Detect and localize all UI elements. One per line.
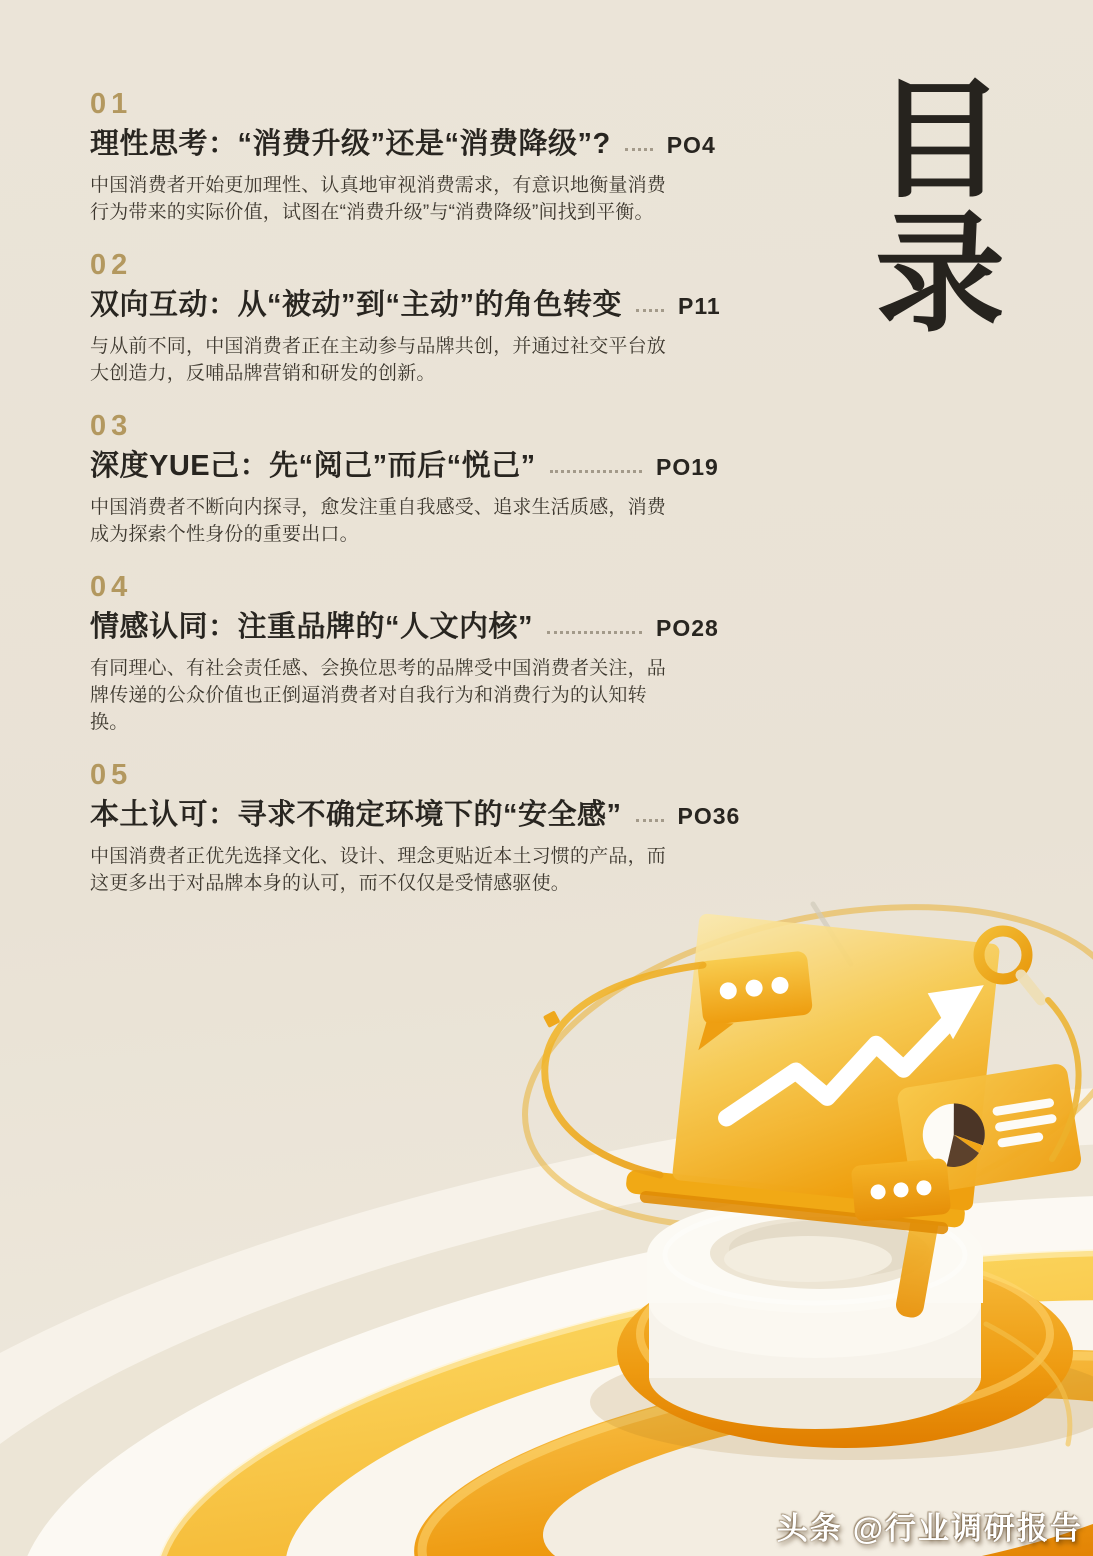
section-number: 01 bbox=[90, 88, 133, 120]
dotted-leader bbox=[547, 631, 642, 634]
toc-section bbox=[90, 88, 722, 227]
section-heading-row[interactable] bbox=[90, 448, 722, 486]
section-number: 04 bbox=[90, 570, 133, 603]
section-description: 中国消费者不断向内探寻，愈发注重自我感受、追求生活质感，消费成为探索个性身份的重要出口。 bbox=[90, 496, 667, 545]
illustration-3d bbox=[0, 872, 1093, 1556]
page-title-char: 目 bbox=[874, 67, 1005, 213]
section-title[interactable]: 本土认可：寻求不确定环境下的“安全感” bbox=[90, 799, 622, 832]
page-title-char: 录 bbox=[874, 200, 1005, 347]
dotted-leader bbox=[625, 148, 653, 151]
section-title[interactable]: 深度YUE己：先“阅己”而后“悦己” bbox=[90, 450, 536, 483]
section-description: 有同理心、有社会责任感、会换位思考的品牌受中国消费者关注，品牌传递的公众价值也正倒逼消费者对自我行为和消费行为的认知转换。 bbox=[90, 657, 667, 733]
toc-section bbox=[90, 249, 722, 388]
section-description: 中国消费者开始更加理性、认真地审视消费需求，有意识地衡量消费行为带来的实际价值，试图在“消费升级”与“消费降级”间找到平衡。 bbox=[90, 175, 667, 223]
toc-section bbox=[90, 571, 722, 737]
toc-section bbox=[90, 410, 722, 549]
dotted-leader bbox=[636, 309, 664, 312]
section-heading-row[interactable] bbox=[90, 287, 722, 325]
page-title bbox=[865, 67, 1015, 347]
section-number: 03 bbox=[90, 409, 133, 442]
watermark-handle: @行业调研报告 bbox=[852, 1511, 1083, 1546]
section-page-number[interactable]: PO4 bbox=[666, 131, 716, 158]
section-title[interactable]: 双向互动：从“被动”到“主动”的角色转变 bbox=[90, 289, 623, 322]
section-page-number[interactable]: PO19 bbox=[656, 453, 719, 480]
section-number: 05 bbox=[90, 758, 133, 791]
toc-list bbox=[90, 88, 741, 898]
section-heading-row[interactable] bbox=[90, 126, 722, 164]
section-page-number[interactable]: PO28 bbox=[656, 614, 719, 641]
section-page-number[interactable]: P11 bbox=[678, 292, 721, 319]
chat-bubble-icon bbox=[851, 1158, 952, 1222]
section-title[interactable]: 情感认同：注重品牌的“人文内核” bbox=[90, 611, 534, 644]
dotted-leader bbox=[550, 470, 642, 473]
section-page-number[interactable]: PO36 bbox=[677, 802, 741, 829]
watermark bbox=[777, 1503, 1083, 1548]
section-title[interactable]: 理性思考：“消费升级”还是“消费降级”? bbox=[90, 128, 611, 161]
section-number: 02 bbox=[90, 248, 133, 281]
section-heading-row[interactable] bbox=[90, 797, 741, 835]
section-description: 与从前不同，中国消费者正在主动参与品牌共创，并通过社交平台放大创造力，反哺品牌营销和研发的创新。 bbox=[90, 336, 667, 384]
watermark-brand: 头条 bbox=[776, 1511, 843, 1546]
toc-section bbox=[90, 758, 741, 898]
section-description: 中国消费者正优先选择文化、设计、理念更贴近本土习惯的产品，而这更多出于对品牌本身的认可，而不仅仅是受情感驱使。 bbox=[90, 845, 667, 894]
section-heading-row[interactable] bbox=[90, 609, 722, 647]
dotted-leader bbox=[636, 819, 664, 822]
